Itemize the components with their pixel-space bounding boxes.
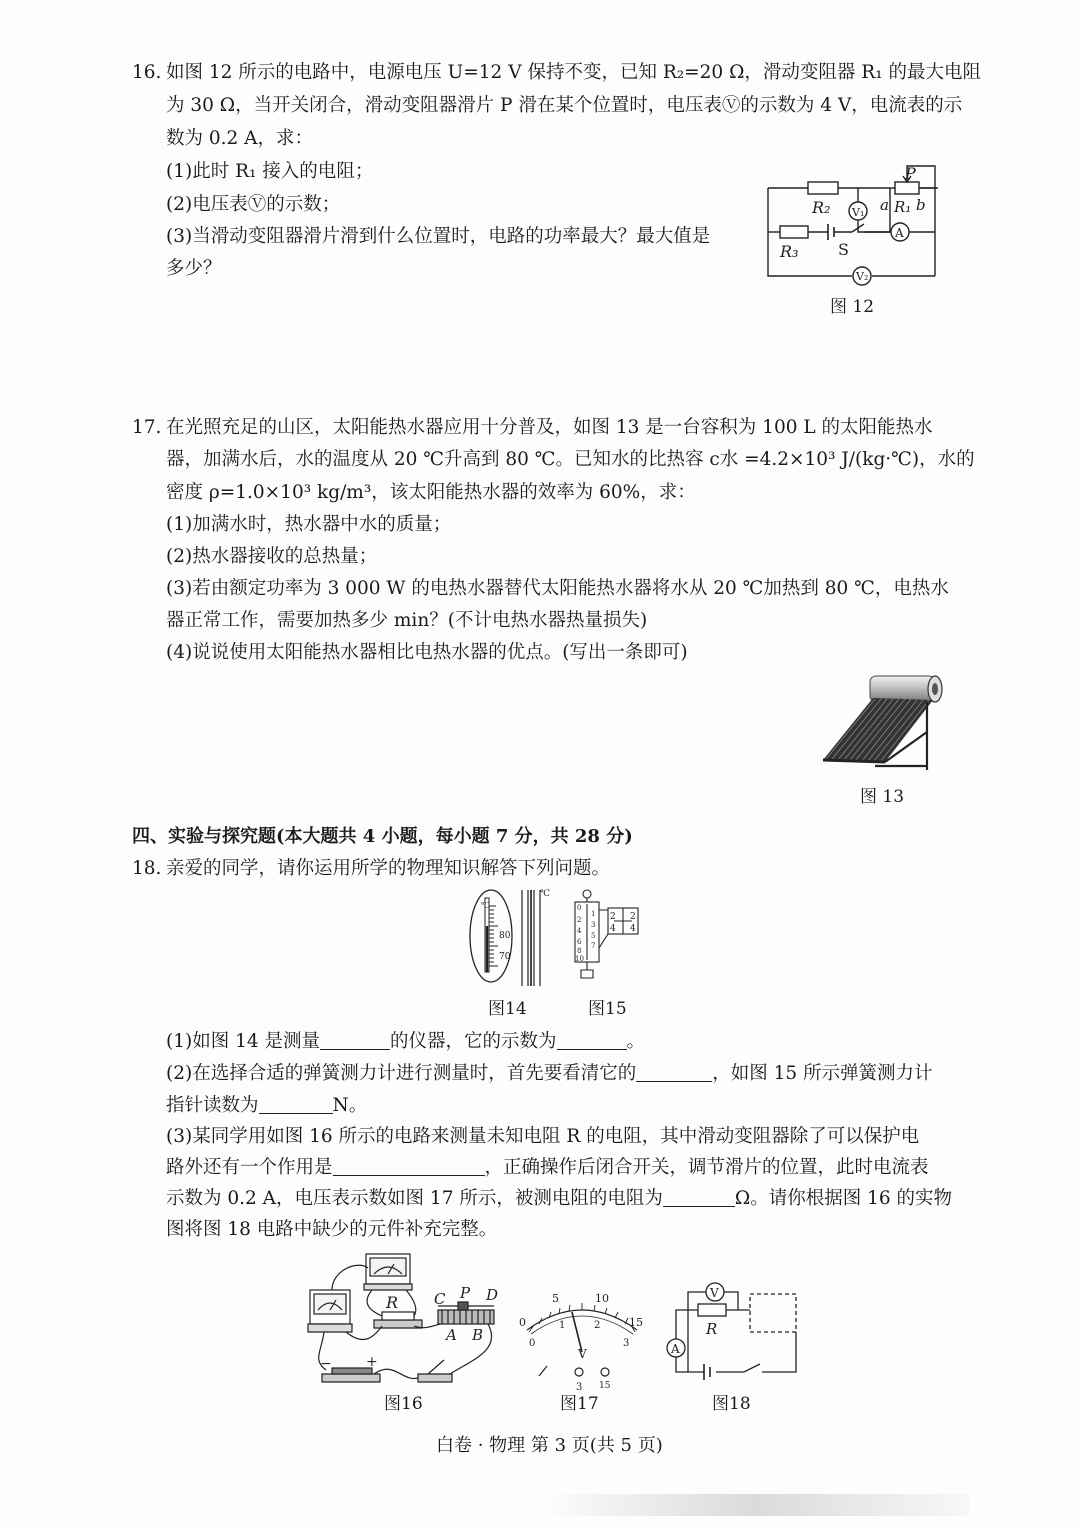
- q18-p1-post: 。: [626, 1031, 646, 1052]
- q18-p2a-post: ，如图 15 所示弹簧测力计: [712, 1063, 933, 1084]
- q17-line-3: 密度 ρ=1.0×10³ kg/m³，该太阳能热水器的效率为 60%，求：: [166, 482, 696, 503]
- figure-17-voltmeter-dial: [517, 1290, 647, 1393]
- fig15-scale-8: 8: [577, 947, 582, 955]
- fig14-unit-inner: ℃: [481, 901, 490, 910]
- fig15-scale-0: 0: [577, 904, 582, 912]
- figure-14-thermometer: [468, 886, 558, 986]
- fig15-scale-6: 6: [577, 938, 582, 946]
- q18-part-1: [166, 1029, 645, 1055]
- q17-sub-4: (4)说说使用太阳能热水器相比电热水器的优点。(写出一条即可): [166, 642, 688, 663]
- fig17-tick-0-inner: 0: [529, 1338, 536, 1349]
- figure-13-caption: 图 13: [860, 787, 905, 807]
- fig12-label-R3: R₃: [780, 242, 799, 261]
- fig15-zoom-2a: 2: [610, 912, 616, 922]
- q18-p3c-pre: 示数为 0.2 A，电压表示数如图 17 所示，被测电阻的电阻为: [166, 1188, 663, 1209]
- q16-sub-3-cont: 多少？: [166, 258, 222, 279]
- fig12-label-V1: V₁: [852, 206, 865, 219]
- fig17-tick-0-outer: 0: [519, 1316, 526, 1329]
- fig15-scale-2: 2: [577, 916, 582, 924]
- figure-12-circuit: [760, 158, 960, 288]
- figure-18-circuit: [664, 1282, 804, 1382]
- q17-sub-3-cont: 器正常工作，需要加热多少 min？(不计电热水器热量损失): [166, 610, 648, 631]
- q18-p3-blank-2[interactable]: [663, 1188, 735, 1207]
- q18-p2-blank-1[interactable]: [636, 1063, 712, 1082]
- figure-13-solar-heater: [815, 670, 945, 780]
- q18-p3b-post: ，正确操作后闭合开关，调节滑片的位置，此时电流表: [484, 1157, 929, 1178]
- q18-p2b-post: N。: [332, 1095, 368, 1116]
- fig16-label-R: R: [386, 1293, 399, 1312]
- fig16-label-P: P: [460, 1284, 471, 1302]
- q18-p2b-pre: 指针读数为: [166, 1095, 259, 1116]
- fig15-zoom-4b: 4: [630, 924, 636, 934]
- q17-sub-1: (1)加满水时，热水器中水的质量；: [166, 514, 452, 535]
- fig17-tick-1: 1: [559, 1320, 566, 1331]
- q18-part-3b: [166, 1155, 929, 1181]
- q18-intro: 亲爱的同学，请你运用所学的物理知识解答下列问题。: [166, 858, 611, 879]
- figure-14-caption: 图14: [488, 999, 527, 1019]
- fig15-zoom-4a: 4: [610, 924, 616, 934]
- q17-line-2: 器，加满水后，水的温度从 20 ℃升高到 80 ℃。已知水的比热容 c水 =4.2×10³ J/(kg·℃)，水的: [166, 449, 975, 470]
- fig15-scale-3: 3: [591, 921, 596, 929]
- fig15-scale-1: 1: [591, 910, 596, 918]
- fig17-tick-2: 2: [594, 1320, 601, 1331]
- q18-p2-blank-2[interactable]: [259, 1095, 333, 1114]
- q17-number: 17.: [132, 417, 162, 438]
- fig15-scale-4: 4: [577, 927, 582, 935]
- figure-16-physical-circuit: [302, 1250, 502, 1390]
- fig15-zoom-2b: 2: [630, 912, 636, 922]
- figure-16-caption: 图16: [384, 1394, 423, 1414]
- q16-sub-2: (2)电压表Ⓥ的示数；: [166, 194, 341, 215]
- fig16-label-D: D: [486, 1286, 499, 1304]
- q18-p3c-post: Ω。请你根据图 16 的实物: [734, 1188, 953, 1209]
- q18-p1-pre: (1)如图 14 是测量: [166, 1031, 321, 1052]
- q17-sub-3: (3)若由额定功率为 3 000 W 的电热水器替代太阳能热水器将水从 20 ℃加热到 80 ℃，电热水: [166, 578, 949, 599]
- q18-part-2a: [166, 1061, 933, 1087]
- fig17-tick-15: 15: [629, 1316, 643, 1329]
- fig15-scale-7: 7: [591, 942, 596, 950]
- q16-line-1: 如图 12 所示的电路中，电源电压 U=12 V 保持不变，已知 R₂=20 Ω，滑动变阻器 R₁ 的最大电阻: [166, 62, 982, 83]
- fig14-tick-80: 80: [499, 931, 511, 941]
- q16-sub-1: (1)此时 R₁ 接入的电阻；: [166, 161, 374, 182]
- q18-p3b-pre: 路外还有一个作用是: [166, 1157, 333, 1178]
- fig18-label-A: A: [671, 1342, 680, 1356]
- fig12-label-P: P: [905, 164, 916, 183]
- q18-part-3a: (3)某同学用如图 16 所示的电路来测量未知电阻 R 的电阻，其中滑动变阻器除了可以保护电: [166, 1126, 920, 1147]
- q18-p2a-pre: (2)在选择合适的弹簧测力计进行测量时，首先要看清它的: [166, 1063, 637, 1084]
- fig17-tick-10: 10: [595, 1292, 609, 1305]
- figure-12-caption: 图 12: [830, 297, 875, 317]
- fig12-label-R1: R₁: [894, 198, 912, 216]
- q17-line-1: 在光照充足的山区，太阳能热水器应用十分普及，如图 13 是一台容积为 100 L 的太阳能热水: [166, 417, 933, 438]
- fig16-label-C: C: [434, 1290, 446, 1308]
- fig17-terminal-3: 3: [576, 1382, 583, 1393]
- fig17-meter-symbol: V: [578, 1347, 587, 1361]
- figure-15-spring-balance: [570, 888, 650, 988]
- q18-p1-blank-2[interactable]: [557, 1031, 627, 1050]
- figure-15-caption: 图15: [588, 999, 627, 1019]
- q16-line-3: 数为 0.2 A，求：: [166, 128, 314, 149]
- fig14-tick-70: 70: [499, 952, 511, 962]
- q18-part-3c: [166, 1186, 952, 1212]
- fig17-terminal-15: 15: [599, 1381, 611, 1391]
- scan-shadow: [540, 1494, 970, 1516]
- fig17-tick-3: 3: [623, 1338, 630, 1349]
- fig16-label-minus: −: [320, 1356, 332, 1372]
- q18-p1-mid: 的仪器，它的示数为: [390, 1031, 557, 1052]
- fig14-unit-outer: ℃: [540, 889, 551, 899]
- fig15-scale-5: 5: [591, 932, 596, 940]
- page-footer: 白卷 · 物理 第 3 页(共 5 页): [436, 1435, 663, 1456]
- section-4-title: 四、实验与探究题(本大题共 4 小题，每小题 7 分，共 28 分): [132, 826, 633, 847]
- fig17-tick-5: 5: [552, 1292, 559, 1305]
- q17-sub-2: (2)热水器接收的总热量；: [166, 546, 378, 567]
- fig18-label-V: V: [710, 1286, 719, 1300]
- fig18-label-R: R: [706, 1320, 718, 1338]
- fig12-label-V2: V₂: [856, 270, 869, 283]
- fig16-label-A: A: [446, 1326, 457, 1344]
- fig12-label-S: S: [838, 240, 849, 259]
- q16-line-2: 为 30 Ω，当开关闭合，滑动变阻器滑片 P 滑在某个位置时，电压表Ⓥ的示数为 4 V，电流表的示: [166, 95, 963, 116]
- q18-number: 18.: [132, 858, 162, 879]
- figure-18-caption: 图18: [712, 1394, 751, 1414]
- fig12-label-a: a: [880, 196, 889, 214]
- fig15-scale-10: 10: [575, 955, 584, 963]
- q18-p1-blank-1[interactable]: [320, 1031, 390, 1050]
- fig12-label-b: b: [916, 196, 926, 214]
- q16-number: 16.: [132, 62, 162, 83]
- fig16-label-plus: +: [366, 1354, 378, 1370]
- q18-p3-blank-1[interactable]: [333, 1157, 485, 1176]
- q16-sub-3: (3)当滑动变阻器滑片滑到什么位置时，电路的功率最大？最大值是: [166, 226, 711, 247]
- fig12-label-R2: R₂: [812, 198, 831, 217]
- q18-part-2b: [166, 1093, 367, 1119]
- q18-part-3d: 图将图 18 电路中缺少的元件补充完整。: [166, 1219, 498, 1240]
- fig12-label-A: A: [895, 226, 904, 240]
- figure-17-caption: 图17: [560, 1394, 599, 1414]
- fig16-label-B: B: [472, 1326, 484, 1344]
